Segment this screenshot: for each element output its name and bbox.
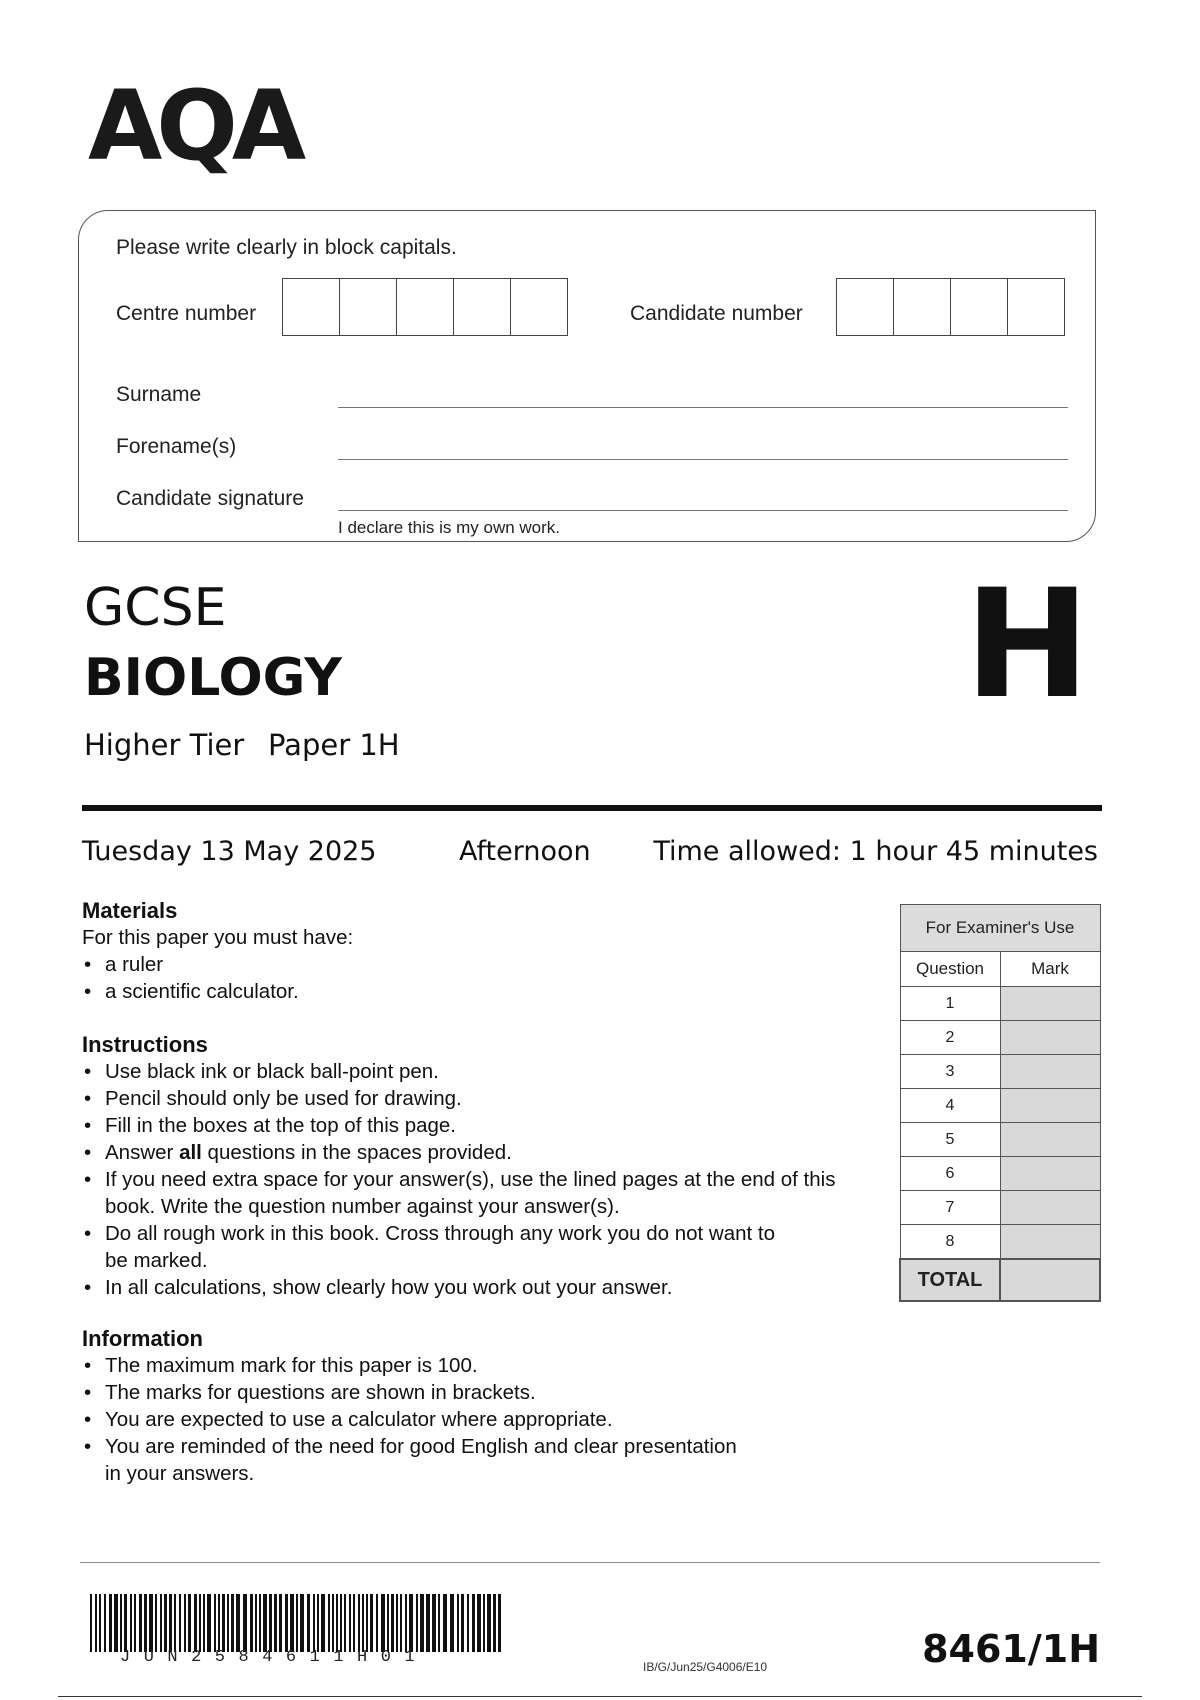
instructions-section (82, 1032, 872, 1301)
list-item: • The maximum mark for this paper is 100. (82, 1352, 802, 1379)
emphasis-all: all (179, 1141, 202, 1164)
total-label: TOTAL (900, 1259, 1000, 1301)
candidate-number-digit[interactable] (894, 279, 951, 335)
list-item: • a ruler (82, 951, 862, 978)
instructions-heading: Instructions (82, 1032, 208, 1057)
tier-label: Higher Tier (84, 728, 245, 762)
materials-heading: Materials (82, 898, 178, 923)
information-heading: Information (82, 1326, 203, 1351)
instructions-list (82, 1058, 872, 1301)
list-item: • Answer all questions in the spaces provided. (82, 1139, 872, 1166)
information-list (82, 1352, 802, 1487)
materials-list (82, 951, 862, 1005)
list-item: • You are expected to use a calculator where appropriate. (82, 1406, 802, 1433)
paper-code: 8461/1H (922, 1627, 1100, 1671)
signature-field[interactable] (338, 510, 1068, 511)
mark-cell (1000, 1191, 1100, 1225)
exam-session: Afternoon (459, 836, 591, 867)
centre-number-digit[interactable] (340, 279, 397, 335)
question-number: 7 (900, 1191, 1000, 1225)
mark-cell (1000, 1055, 1100, 1089)
list-item: • In all calculations, show clearly how you work out your answer. (82, 1274, 872, 1301)
barcode-image (90, 1594, 504, 1652)
information-section (82, 1326, 802, 1487)
materials-section (82, 898, 862, 1005)
block-capitals-instruction: Please write clearly in block capitals. (116, 236, 457, 259)
materials-intro: For this paper you must have: (82, 926, 354, 949)
total-mark-cell (1000, 1259, 1100, 1301)
aqa-logo: AQA (88, 70, 301, 182)
question-number: 8 (900, 1225, 1000, 1260)
tier-letter: H (964, 558, 1090, 732)
list-item: • Use black ink or black ball-point pen. (82, 1058, 872, 1085)
candidate-number-label: Candidate number (630, 302, 803, 325)
list-item: • Fill in the boxes at the top of this page. (82, 1112, 872, 1139)
footer-divider (80, 1562, 1100, 1563)
reference-code: IB/G/Jun25/G4006/E10 (643, 1660, 768, 1674)
question-number: 5 (900, 1123, 1000, 1157)
mark-cell (1000, 987, 1100, 1021)
mark-column-header: Mark (1000, 952, 1100, 987)
mark-cell (1000, 1089, 1100, 1123)
qualification-title: GCSE (84, 578, 227, 638)
mark-cell (1000, 1123, 1100, 1157)
barcode-text: JUN2584611H01 (120, 1648, 429, 1667)
candidate-number-digit[interactable] (1008, 279, 1064, 335)
question-number: 2 (900, 1021, 1000, 1055)
centre-number-digit[interactable] (283, 279, 340, 335)
list-item: • Do all rough work in this book. Cross through any work you do not want to be marked. (82, 1220, 872, 1274)
list-item: • The marks for questions are shown in brackets. (82, 1379, 802, 1406)
centre-number-label: Centre number (116, 302, 257, 325)
forenames-field[interactable] (338, 459, 1068, 460)
paper-label: Paper 1H (268, 728, 400, 762)
signature-label: Candidate signature (116, 487, 304, 510)
candidate-number-digit[interactable] (837, 279, 894, 335)
centre-number-digit[interactable] (397, 279, 454, 335)
time-allowed: Time allowed: 1 hour 45 minutes (653, 836, 1098, 867)
forenames-label: Forename(s) (116, 435, 237, 458)
declaration-text: I declare this is my own work. (338, 518, 561, 537)
question-column-header: Question (900, 952, 1000, 987)
exam-date: Tuesday 13 May 2025 (82, 836, 377, 867)
candidate-number-boxes[interactable] (836, 278, 1065, 336)
examiner-table-header: For Examiner's Use (900, 905, 1100, 952)
list-item: • You are reminded of the need for good English and clear presentation in your answers. (82, 1433, 802, 1487)
page-bottom-rule (58, 1696, 1142, 1697)
candidate-number-digit[interactable] (951, 279, 1008, 335)
mark-cell (1000, 1225, 1100, 1260)
centre-number-boxes[interactable] (282, 278, 568, 336)
question-number: 6 (900, 1157, 1000, 1191)
mark-cell (1000, 1157, 1100, 1191)
surname-label: Surname (116, 383, 202, 406)
centre-number-digit[interactable] (454, 279, 511, 335)
question-number: 4 (900, 1089, 1000, 1123)
question-number: 3 (900, 1055, 1000, 1089)
subject-title: BIOLOGY (84, 648, 342, 708)
list-item: • If you need extra space for your answer(s), use the lined pages at the end of this book. Write the question number against your answer(s). (82, 1166, 872, 1220)
title-divider (82, 805, 1102, 811)
surname-field[interactable] (338, 407, 1068, 408)
mark-cell (1000, 1021, 1100, 1055)
list-item: • a scientific calculator. (82, 978, 862, 1005)
question-number: 1 (900, 987, 1000, 1021)
list-item: • Pencil should only be used for drawing. (82, 1085, 872, 1112)
examiner-use-table (899, 904, 1101, 1302)
centre-number-digit[interactable] (511, 279, 567, 335)
